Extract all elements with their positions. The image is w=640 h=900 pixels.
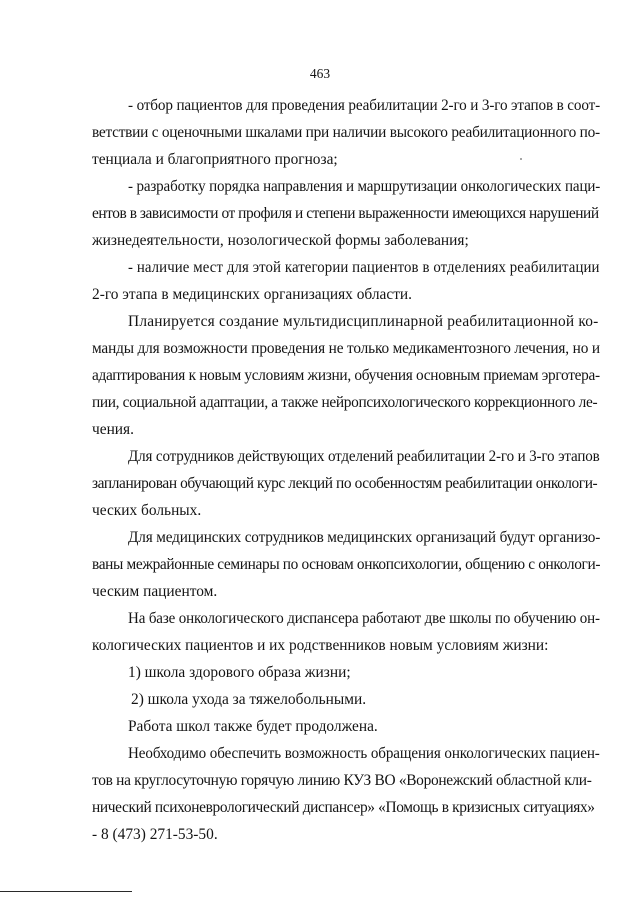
text-line: Для медицинских сотрудников медицинских организаций будут организо-: [128, 529, 601, 546]
text-line: Для сотрудников действующих отделений реабилитации 2-го и 3-го этапов: [128, 448, 600, 465]
text-line: тенциала и благоприятного прогноза;: [92, 151, 338, 168]
text-line: - наличие мест для этой категории пациентов в отделениях реабилитации: [128, 259, 600, 276]
text-line: жизнедеятельности, нозологической формы заболевания;: [92, 232, 469, 249]
text-line: запланирован обучающий курс лекций по особенностям реабилитации онкологи-: [92, 475, 598, 492]
footer-rule: [0, 891, 132, 892]
text-line: адаптирования к новым условиям жизни, обучения основным приемам эрготера-: [92, 367, 600, 384]
list-item: 1) школа здорового образа жизни;: [128, 664, 351, 681]
text-line: 2-го этапа в медицинских организациях области.: [92, 286, 413, 303]
text-line: - отбор пациентов для проведения реабилитации 2-го и 3-го этапов в соот-: [128, 97, 601, 114]
text-line: чения.: [92, 421, 134, 438]
list-item: 2) школа ухода за тяжелобольными.: [131, 691, 367, 708]
text-line: ветствии с оценочными шкалами при наличии высокого реабилитационного по-: [92, 124, 600, 141]
text-line: - 8 (473) 271-53-50.: [92, 826, 218, 843]
text-line: Работа школ также будет продолжена.: [128, 718, 378, 735]
text-line: - разработку порядка направления и маршрутизации онкологических паци-: [128, 178, 601, 195]
text-line: Необходимо обеспечить возможность обращения онкологических пациен-: [128, 745, 600, 762]
text-line: пии, социальной адаптации, а также нейропсихологического коррекционного ле-: [92, 394, 598, 411]
text-line: ческих больных.: [92, 502, 202, 519]
scan-speck: [520, 158, 522, 160]
text-line: тов на круглосуточную горячую линию КУЗ ВО «Воронежский областной кли-: [92, 772, 592, 789]
text-line: Планируется создание мультидисциплинарной реабилитационной ко-: [128, 313, 599, 330]
text-line: нический психоневрологический диспансер» «Помощь в кризисных ситуациях»: [92, 799, 595, 816]
text-line: На базе онкологического диспансера работают две школы по обучению он-: [128, 610, 600, 627]
text-line: манды для возможности проведения не только медикаментозного лечения, но и: [92, 340, 600, 357]
page-number: 463: [309, 66, 331, 81]
text-line: ентов в зависимости от профиля и степени выраженности имеющихся нарушений: [92, 205, 599, 222]
text-line: ваны межрайонные семинары по основам онкопсихологии, общению с онкологи-: [92, 556, 601, 573]
text-line: ческим пациентом.: [92, 583, 218, 600]
text-line: кологических пациентов и их родственников новым условиям жизни:: [92, 637, 549, 654]
